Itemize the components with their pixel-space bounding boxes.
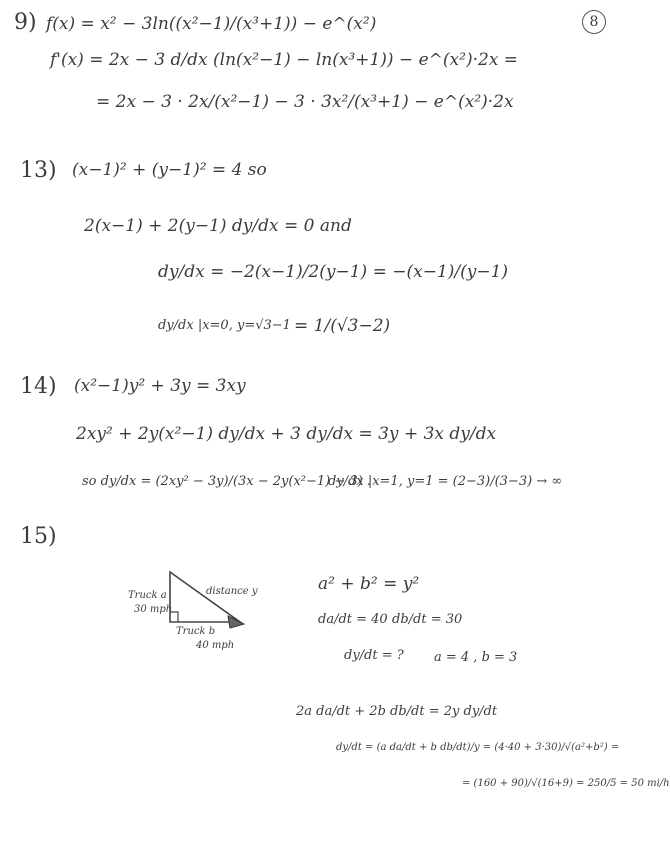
truck-a-label: Truck a <box>128 590 167 601</box>
pythagoras-equation: a² + b² = y² <box>318 574 420 594</box>
da-dt: da/dt = 40 <box>318 612 388 627</box>
problem-13-dydx: dy/dx = −2(x−1)/2(y−1) = −(x−1)/(y−1) <box>158 262 509 282</box>
dy-dt-question: dy/dt = ? <box>344 648 404 663</box>
problem-9-derivative-step: f'(x) = 2x − 3 d/dx (ln(x²−1) − ln(x³+1)) − e^(x²)·2x = <box>50 50 519 70</box>
problem-9-function: f(x) = x² − 3ln((x²−1)/(x³+1)) − e^(x²) <box>46 14 377 34</box>
problem-13-eval-left: dy/dx |x=0, y=√3−1 <box>158 318 291 333</box>
truck-b-label: Truck b <box>176 626 216 637</box>
problem-14-equation: (x²−1)y² + 3y = 3xy <box>74 376 246 396</box>
problem-14-dydx: so dy/dx = (2xy² − 3y)/(3x − 2y(x²−1) − 3) . <box>82 474 372 489</box>
page-number-badge: 8 <box>582 10 606 34</box>
a-b-values: a = 4 , b = 3 <box>434 650 518 665</box>
problem-9-label: 9) <box>14 10 37 35</box>
problem-14-eval: dy/dx |x=1, y=1 = (2−3)/(3−3) → ∞ <box>328 474 563 489</box>
problem-14-label: 14) <box>20 374 57 399</box>
problem-13-differentiated: 2(x−1) + 2(y−1) dy/dx = 0 and <box>84 216 352 236</box>
distance-label: distance y <box>206 586 258 597</box>
dy-dt-formula: dy/dt = (a da/dt + b db/dt)/y = (4·40 + 3·30)/√(a²+b²) = <box>336 742 620 753</box>
problem-15-label: 15) <box>20 524 57 549</box>
problem-13-equation: (x−1)² + (y−1)² = 4 so <box>72 160 267 180</box>
problem-14-differentiated: 2xy² + 2y(x²−1) dy/dx + 3 dy/dx = 3y + 3x dy/dx <box>76 424 497 444</box>
db-dt: db/dt = 30 <box>392 612 463 627</box>
truck-a-speed: 30 mph <box>134 604 173 615</box>
problem-13-label: 13) <box>20 158 57 183</box>
differentiated-pythagoras: 2a da/dt + 2b db/dt = 2y dy/dt <box>296 704 498 719</box>
truck-b-speed: 40 mph <box>196 640 235 651</box>
problem-9-derivative-result: = 2x − 3 · 2x/(x²−1) − 3 · 3x²/(x³+1) − e^(x²)·2x <box>96 92 514 112</box>
problem-13-eval-right: = 1/(√3−2) <box>294 316 391 336</box>
final-result: = (160 + 90)/√(16+9) = 250/5 = 50 mi/h <box>462 778 670 789</box>
